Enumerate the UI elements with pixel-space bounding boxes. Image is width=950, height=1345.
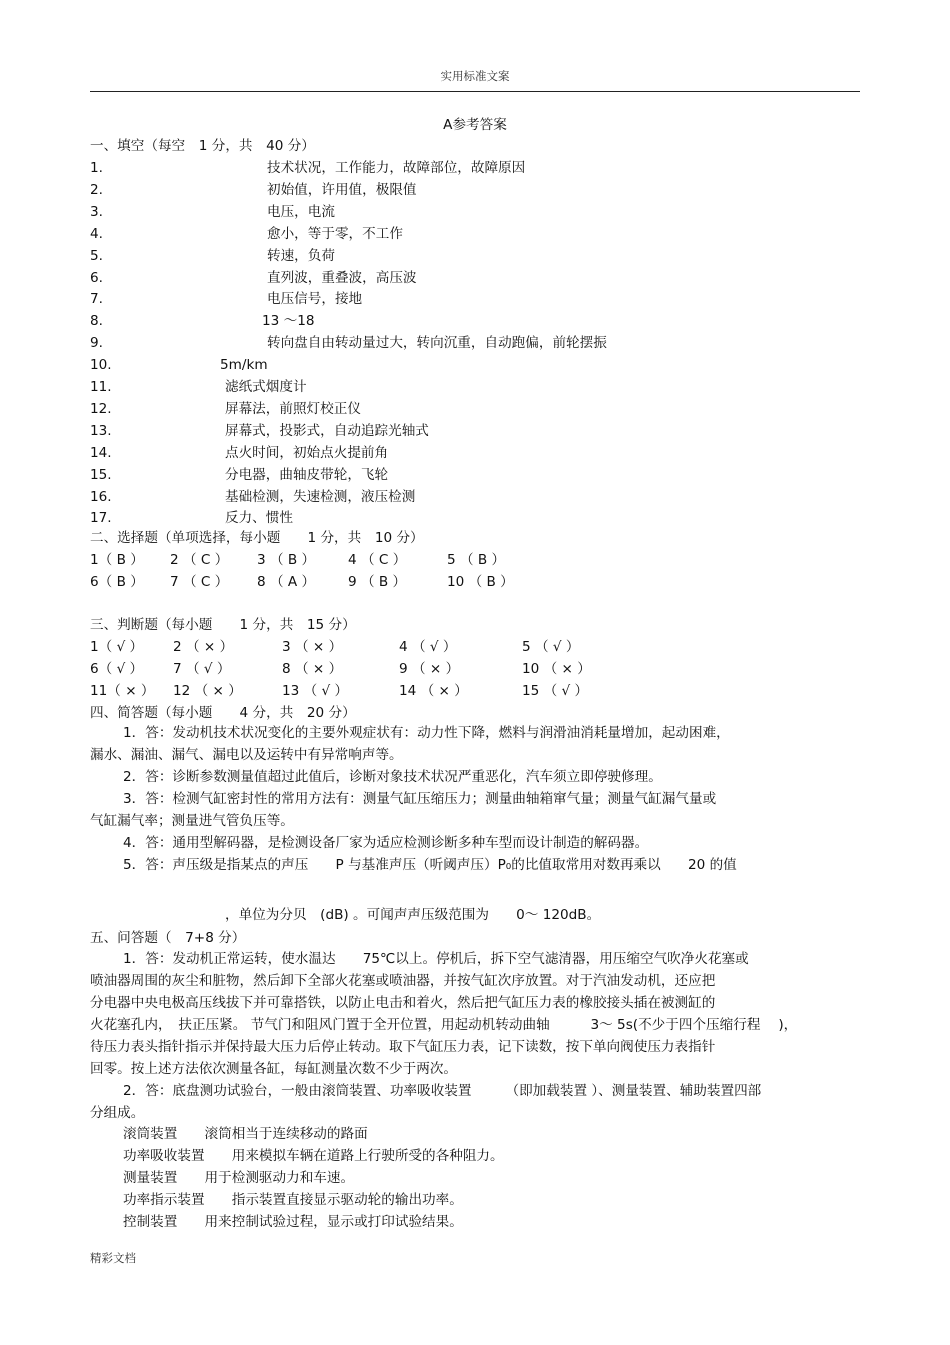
answer-line: 3．答：检测气缸密封性的常用方法有：测量气缸压缩压力；测量曲轴箱窜气量；测量气缸漏气量或 xyxy=(123,791,717,807)
item-answer: 转速，负荷 xyxy=(267,247,335,264)
answer-line: 滚筒装置 滚筒相当于连续移动的路面 xyxy=(123,1126,368,1142)
section4-heading: 四、简答题（每小题 4 分，共 20 分） xyxy=(90,705,356,721)
answer-line: 功率指示装置 指示装置直接显示驱动轮的输出功率。 xyxy=(123,1192,463,1208)
section5-heading: 五、问答题（ 7+8 分） xyxy=(90,930,246,946)
item-answer: 愈小，等于零，不工作 xyxy=(267,225,403,242)
item-number: 16. xyxy=(90,488,112,505)
answer-line: 2．答：底盘测功试验台，一般由滚筒装置、功率吸收装置 （即加载装置 ）、测量装置、辅助装置四部 xyxy=(123,1083,762,1099)
judgment-answer: 3 （ × ） xyxy=(282,639,343,655)
answer-line: 5．答：声压级是指某点的声压 P 与基准声压（听阈声压）P₀的比值取常用对数再乘以 20 的值 xyxy=(123,857,737,873)
judgment-answer: 8 （ × ） xyxy=(282,661,343,677)
answer-line: 分组成。 xyxy=(90,1105,145,1121)
choice-answer: 2 （ C ） xyxy=(170,552,229,568)
item-answer: 点火时间，初始点火提前角 xyxy=(225,444,389,461)
item-answer: 5m/km xyxy=(220,357,268,374)
header-rule xyxy=(90,91,860,92)
item-number: 15. xyxy=(90,466,112,483)
answer-line: 分电器中央电极高压线拔下并可靠搭铁，以防止电击和着火，然后把气缸压力表的橡胶接头插在被测缸的 xyxy=(90,995,716,1011)
item-answer: 13 ～18 xyxy=(262,313,315,330)
choice-answer: 10 （ B ） xyxy=(447,574,514,590)
item-number: 10. xyxy=(90,357,112,374)
item-number: 9. xyxy=(90,335,103,352)
choice-answer: 1（ B ） xyxy=(90,552,144,568)
judgment-answer: 1（ √ ） xyxy=(90,639,144,655)
item-number: 5. xyxy=(90,247,103,264)
section3-heading: 三、判断题（每小题 1 分，共 15 分） xyxy=(90,617,356,633)
answer-line: 火花塞孔内， 扶正压紧。 节气门和阻风门置于全开位置，用起动机转动曲轴 3～ 5s(不少于四个压缩行程 )， xyxy=(90,1017,798,1033)
choice-answer: 4 （ C ） xyxy=(348,552,407,568)
item-number: 17. xyxy=(90,510,112,527)
judgment-answer: 15 （ √ ） xyxy=(522,683,589,699)
answer-line: 1．答：发动机技术状况变化的主要外观症状有：动力性下降，燃料与润滑油消耗量增加，起动困难， xyxy=(123,725,730,741)
item-number: 8. xyxy=(90,313,103,330)
judgment-answer: 9 （ × ） xyxy=(399,661,460,677)
item-answer: 分电器，曲轴皮带轮，飞轮 xyxy=(225,466,389,483)
item-number: 1. xyxy=(90,160,103,176)
item-answer: 反力、惯性 xyxy=(225,510,293,527)
judgment-answer: 10 （ × ） xyxy=(522,661,591,677)
judgment-answer: 11（ × ） xyxy=(90,683,155,699)
choice-answer: 8 （ A ） xyxy=(257,574,316,590)
item-answer: 滤纸式烟度计 xyxy=(225,379,307,395)
answer-line: 功率吸收装置 用来模拟车辆在道路上行驶所受的各种阻力。 xyxy=(123,1148,504,1164)
item-answer: 基础检测，失速检测，液压检测 xyxy=(225,488,416,505)
page-header: 实用标准文案 xyxy=(440,69,510,83)
item-answer: 转向盘自由转动量过大，转向沉重，自动跑偏，前轮摆振 xyxy=(267,335,607,352)
item-answer: 屏幕法，前照灯校正仪 xyxy=(225,400,361,417)
choice-answer: 7 （ C ） xyxy=(170,574,229,590)
answer-line: 1．答：发动机正常运转，使水温达 75℃以上。停机后，拆下空气滤清器，用压缩空气吹净火花塞或 xyxy=(123,951,749,967)
answer-line: 控制装置 用来控制试验过程，显示或打印试验结果。 xyxy=(123,1214,463,1230)
choice-answer: 5 （ B ） xyxy=(447,552,506,568)
answer-line: 回零。按上述方法依次测量各缸，每缸测量次数不少于两次。 xyxy=(90,1061,458,1077)
item-number: 14. xyxy=(90,444,112,461)
page-footer: 精彩文档 xyxy=(90,1251,136,1265)
judgment-answer: 6（ √ ） xyxy=(90,661,144,677)
judgment-answer: 13 （ √ ） xyxy=(282,683,349,699)
item-number: 13. xyxy=(90,422,112,439)
item-number: 7. xyxy=(90,291,103,308)
section1-heading: 一、填空（每空 1 分，共 40 分） xyxy=(90,138,315,154)
item-answer: 屏幕式，投影式，自动追踪光轴式 xyxy=(225,422,429,439)
judgment-answer: 7 （ √ ） xyxy=(173,661,231,677)
item-number: 11. xyxy=(90,379,112,395)
judgment-answer: 5 （ √ ） xyxy=(522,639,580,655)
item-answer: 电压，电流 xyxy=(267,203,335,220)
judgment-answer: 12 （ × ） xyxy=(173,683,242,699)
answer-line: 漏水、漏油、漏气、漏电以及运转中有异常响声等。 xyxy=(90,747,403,763)
answer-line: 测量装置 用于检测驱动力和车速。 xyxy=(123,1170,355,1186)
section2-heading: 二、选择题（单项选择，每小题 1 分，共 10 分） xyxy=(90,530,424,546)
item-answer: 直列波，重叠波，高压波 xyxy=(267,269,417,286)
document-title: A参考答案 xyxy=(443,117,507,133)
item-number: 2. xyxy=(90,181,103,198)
item-number: 12. xyxy=(90,400,112,417)
item-number: 6. xyxy=(90,269,103,286)
choice-answer: 9 （ B ） xyxy=(348,574,407,590)
item-answer: 电压信号，接地 xyxy=(267,291,363,308)
answer-line: 待压力表头指针指示并保持最大压力后停止转动。取下气缸压力表，记下读数，按下单向阀使压力表指针 xyxy=(90,1039,716,1055)
judgment-answer: 2 （ × ） xyxy=(173,639,234,655)
judgment-answer: 4 （ √ ） xyxy=(399,639,457,655)
answer-line: 2．答：诊断参数测量值超过此值后，诊断对象技术状况严重恶化，汽车须立即停驶修理。 xyxy=(123,769,662,785)
answer-line: 4．答：通用型解码器，是检测设备厂家为适应检测诊断多种车型而设计制造的解码器。 xyxy=(123,835,649,851)
answer-line: 喷油器周围的灰尘和脏物，然后卸下全部火花塞或喷油器，并按气缸次序放置。对于汽油发动机，还应把 xyxy=(90,973,716,989)
choice-answer: 6（ B ） xyxy=(90,574,144,590)
item-number: 4. xyxy=(90,225,103,242)
answer-line: 气缸漏气率；测量进气管负压等。 xyxy=(90,813,294,829)
judgment-answer: 14 （ × ） xyxy=(399,683,468,699)
item-number: 3. xyxy=(90,203,103,220)
answer-line: ，单位为分贝 (dB) 。可闻声声压级范围为 0～ 120dB。 xyxy=(225,907,601,923)
choice-answer: 3 （ B ） xyxy=(257,552,316,568)
item-answer: 技术状况，工作能力，故障部位，故障原因 xyxy=(267,160,526,176)
item-answer: 初始值，许用值，极限值 xyxy=(267,181,417,198)
